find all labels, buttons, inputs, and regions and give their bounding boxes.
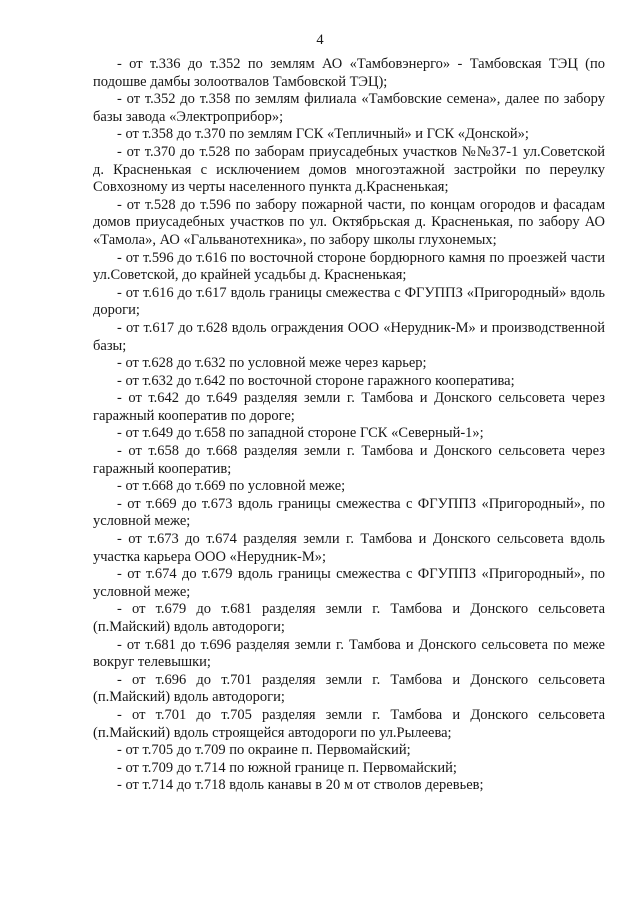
boundary-paragraph: - от т.649 до т.658 по западной стороне ГСК «Северный-1»;	[117, 425, 484, 442]
boundary-paragraph: - от т.352 до т.358 по землям филиала «Тамбовские семена», далее по забору базы завода «Электроприбор»;	[93, 91, 605, 125]
boundary-paragraph: - от т.681 до т.696 разделяя земли г. Тамбова и Донского сельсовета по меже вокруг телевышки;	[93, 636, 605, 671]
boundary-paragraph: - от т.658 до т.668 разделяя земли г. Тамбова и Донского сельсовета через гаражный кооператив;	[93, 443, 605, 477]
boundary-paragraph: - от т.642 до т.649 разделяя земли г. Тамбова и Донского сельсовета через гаражный кооператив по дороге;	[93, 390, 605, 424]
boundary-paragraph: - от т.701 до т.705 разделяя земли г. Тамбова и Донского сельсовета (п.Майский) вдоль строящейся автодороги по ул.Рылеева;	[93, 706, 605, 741]
boundary-paragraph: - от т.628 до т.632 по условной меже через карьер;	[117, 355, 427, 372]
boundary-paragraph: - от т.632 до т.642 по восточной стороне гаражного кооператива;	[117, 372, 515, 389]
boundary-paragraph: - от т.596 до т.616 по восточной стороне бордюрного камня по проезжей части ул.Советской, до крайней усадьбы д. Красненькая;	[93, 249, 605, 284]
boundary-paragraph: - от т.714 до т.718 вдоль канавы в 20 м от стволов деревьев;	[117, 777, 484, 794]
boundary-paragraph: - от т.674 до т.679 вдоль границы смежества с ФГУППЗ «Пригородный», по условной меже;	[93, 566, 605, 600]
boundary-paragraph: - от т.709 до т.714 по южной границе п. Первомайский;	[117, 759, 457, 776]
boundary-paragraph: - от т.358 до т.370 по землям ГСК «Тепличный» и ГСК «Донской»;	[117, 126, 529, 143]
boundary-paragraph: - от т.528 до т.596 по забору пожарной части, по концам огородов и фасадам домов приусадебных участков по ул. Октябрьская д. Красненькая, по забору АО «Тамола», АО «Гальванотехника», по забору школы глухонемых;	[93, 196, 605, 248]
boundary-paragraph: - от т.679 до т.681 разделяя земли г. Тамбова и Донского сельсовета (п.Майский) вдоль автодороги;	[93, 601, 605, 635]
boundary-paragraph: - от т.370 до т.528 по заборам приусадебных участков №№37-1 ул.Советской д. Красненькая с исключением домов многоэтажной застройки по переулку Совхозному из черты населенного пункта д.Красненькая;	[93, 143, 605, 196]
boundary-paragraph: - от т.668 до т.669 по условной меже;	[117, 478, 346, 495]
page-number: 4	[316, 32, 324, 48]
boundary-paragraph: - от т.705 до т.709 по окраине п. Первомайский;	[117, 742, 411, 759]
boundary-paragraph: - от т.669 до т.673 вдоль границы смежества с ФГУППЗ «Пригородный», по условной меже;	[93, 495, 605, 530]
boundary-paragraph: - от т.617 до т.628 вдоль ограждения ООО «Нерудник-М» и производственной базы;	[93, 319, 605, 354]
document-body	[93, 56, 605, 795]
boundary-paragraph: - от т.336 до т.352 по землям АО «Тамбовэнерго» - Тамбовская ТЭЦ (по подошве дамбы золоотвалов Тамбовской ТЭЦ);	[93, 56, 605, 90]
boundary-paragraph: - от т.696 до т.701 разделяя земли г. Тамбова и Донского сельсовета (п.Майский) вдоль автодороги;	[93, 671, 605, 706]
boundary-paragraph: - от т.673 до т.674 разделяя земли г. Тамбова и Донского сельсовета вдоль участка карьера ООО «Нерудник-М»;	[93, 531, 605, 565]
boundary-paragraph: - от т.616 до т.617 вдоль границы смежества с ФГУППЗ «Пригородный» вдоль дороги;	[93, 284, 605, 319]
